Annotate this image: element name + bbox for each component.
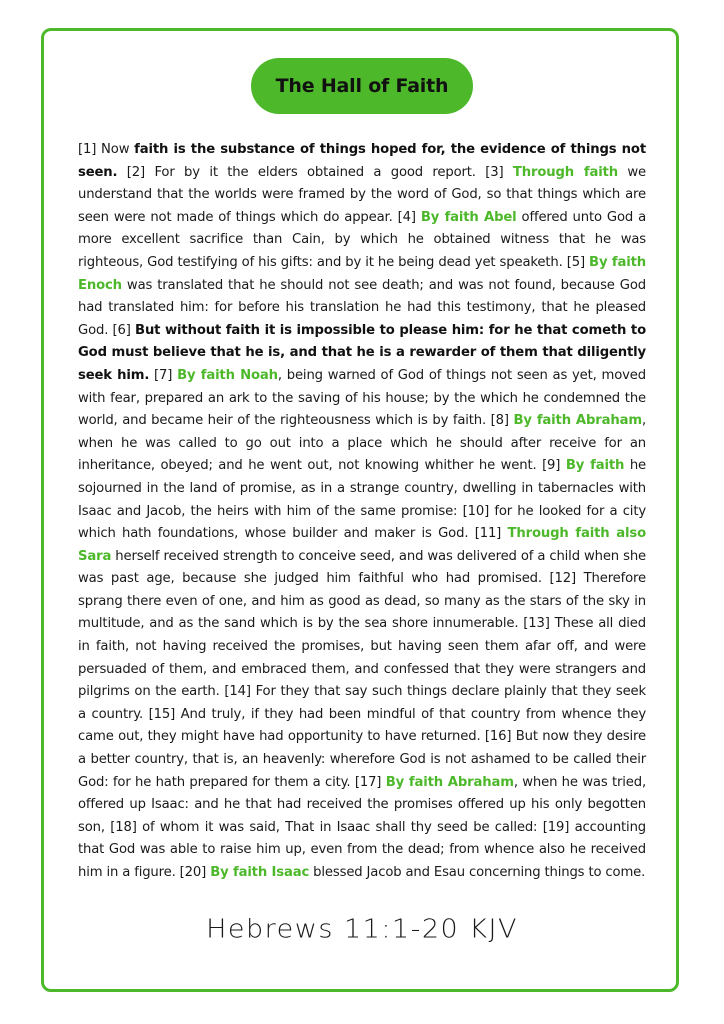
- highlighted-phrase: By faith: [565, 458, 625, 474]
- passage-text: [2] For by it the elders obtained a good report. [3]: [117, 164, 513, 180]
- highlighted-phrase: Through faith: [512, 164, 618, 180]
- passage-text: blessed Jacob and Esau concerning things to come.: [309, 865, 646, 880]
- passage-text: [7]: [149, 367, 178, 383]
- passage-text: [1] Now: [78, 142, 135, 157]
- page-title: [251, 58, 473, 114]
- highlighted-phrase: By faith Enoch: [78, 254, 646, 293]
- highlighted-phrase: By faith Abel: [420, 209, 517, 225]
- passage-text: we understand that the worlds were framed by the word of God, so that things which are seen were not made of things which do appear. [4]: [78, 164, 646, 225]
- highlighted-phrase: By faith Abraham: [513, 413, 642, 429]
- highlighted-phrase: By faith Noah: [177, 367, 278, 383]
- scripture-reference: Hebrews 11:1-20 KJV: [206, 914, 518, 945]
- passage-text: was translated that he should not see death; and was not found, because God had translated him: for before his translation he had this testimony, that he pleased God. [6]: [78, 277, 646, 338]
- passage-text: offered unto God a more excellent sacrifice than Cain, by which he obtained witness that he was righteous, God testifying of his gifts: and by it he being dead yet speaketh. [5]: [78, 209, 646, 270]
- highlighted-phrase: By faith Abraham: [385, 774, 514, 790]
- passage-text: , when he was tried, offered up Isaac: and he that had received the promises offered up his only begotten son, [18] of whom it was said, That in Isaac shall thy seed be called: [19] accounting that God was able to raise him up, even from the dead; from whence also he received him in a figure. [20]: [78, 774, 646, 880]
- highlighted-phrase: By faith Isaac: [210, 865, 310, 880]
- passage-text: , when he was called to go out into a place which he should after receive for an inheritance, obeyed; and he went out, not knowing whither he went. [9]: [78, 413, 647, 474]
- emphasized-phrase: But without faith it is impossible to please him: for he that cometh to God must believe that he is, and that he is a rewarder of them that diligently seek him.: [78, 322, 646, 383]
- passage-text: he sojourned in the land of promise, as in a strange country, dwelling in tabernacles with Isaac and Jacob, the heirs with him of the same promise: [10] for he looked for a city which hath foundations, whose builder and maker is God. [11]: [78, 458, 646, 542]
- page-title-text: The Hall of Faith: [275, 75, 449, 97]
- highlighted-phrase: Through faith also Sara: [78, 526, 646, 564]
- passage-text: herself received strength to conceive seed, and was delivered of a child when she was past age, because she judged him faithful who had promised. [12] Therefore sprang there even of one, and him as good as dead, so many as the stars of the sky in multitude, and as the sand which is by the sea shore innumerable. [13] These all died in faith, not having received the promises, but having seen them afar off, and were persuaded of them, and embraced them, and confessed that they were strangers and pilgrims on the earth. [14] For they that say such things declare plainly that they seek a country. [15] And truly, if they had been mindful of that country from whence they came out, they might have had opportunity to have returned. [16] But now they desire a better country, that is, an heavenly: wherefore God is not ashamed to be called their God: for he hath prepared for them a city. [17]: [78, 548, 646, 790]
- scripture-passage: [78, 139, 646, 885]
- passage-text: , being warned of God of things not seen as yet, moved with fear, prepared an ark to the saving of his house; by the which he condemned the world, and became heir of the righteousness which is by faith. [8]: [78, 367, 646, 429]
- emphasized-phrase: faith is the substance of things hoped for, the evidence of things not seen.: [78, 142, 646, 180]
